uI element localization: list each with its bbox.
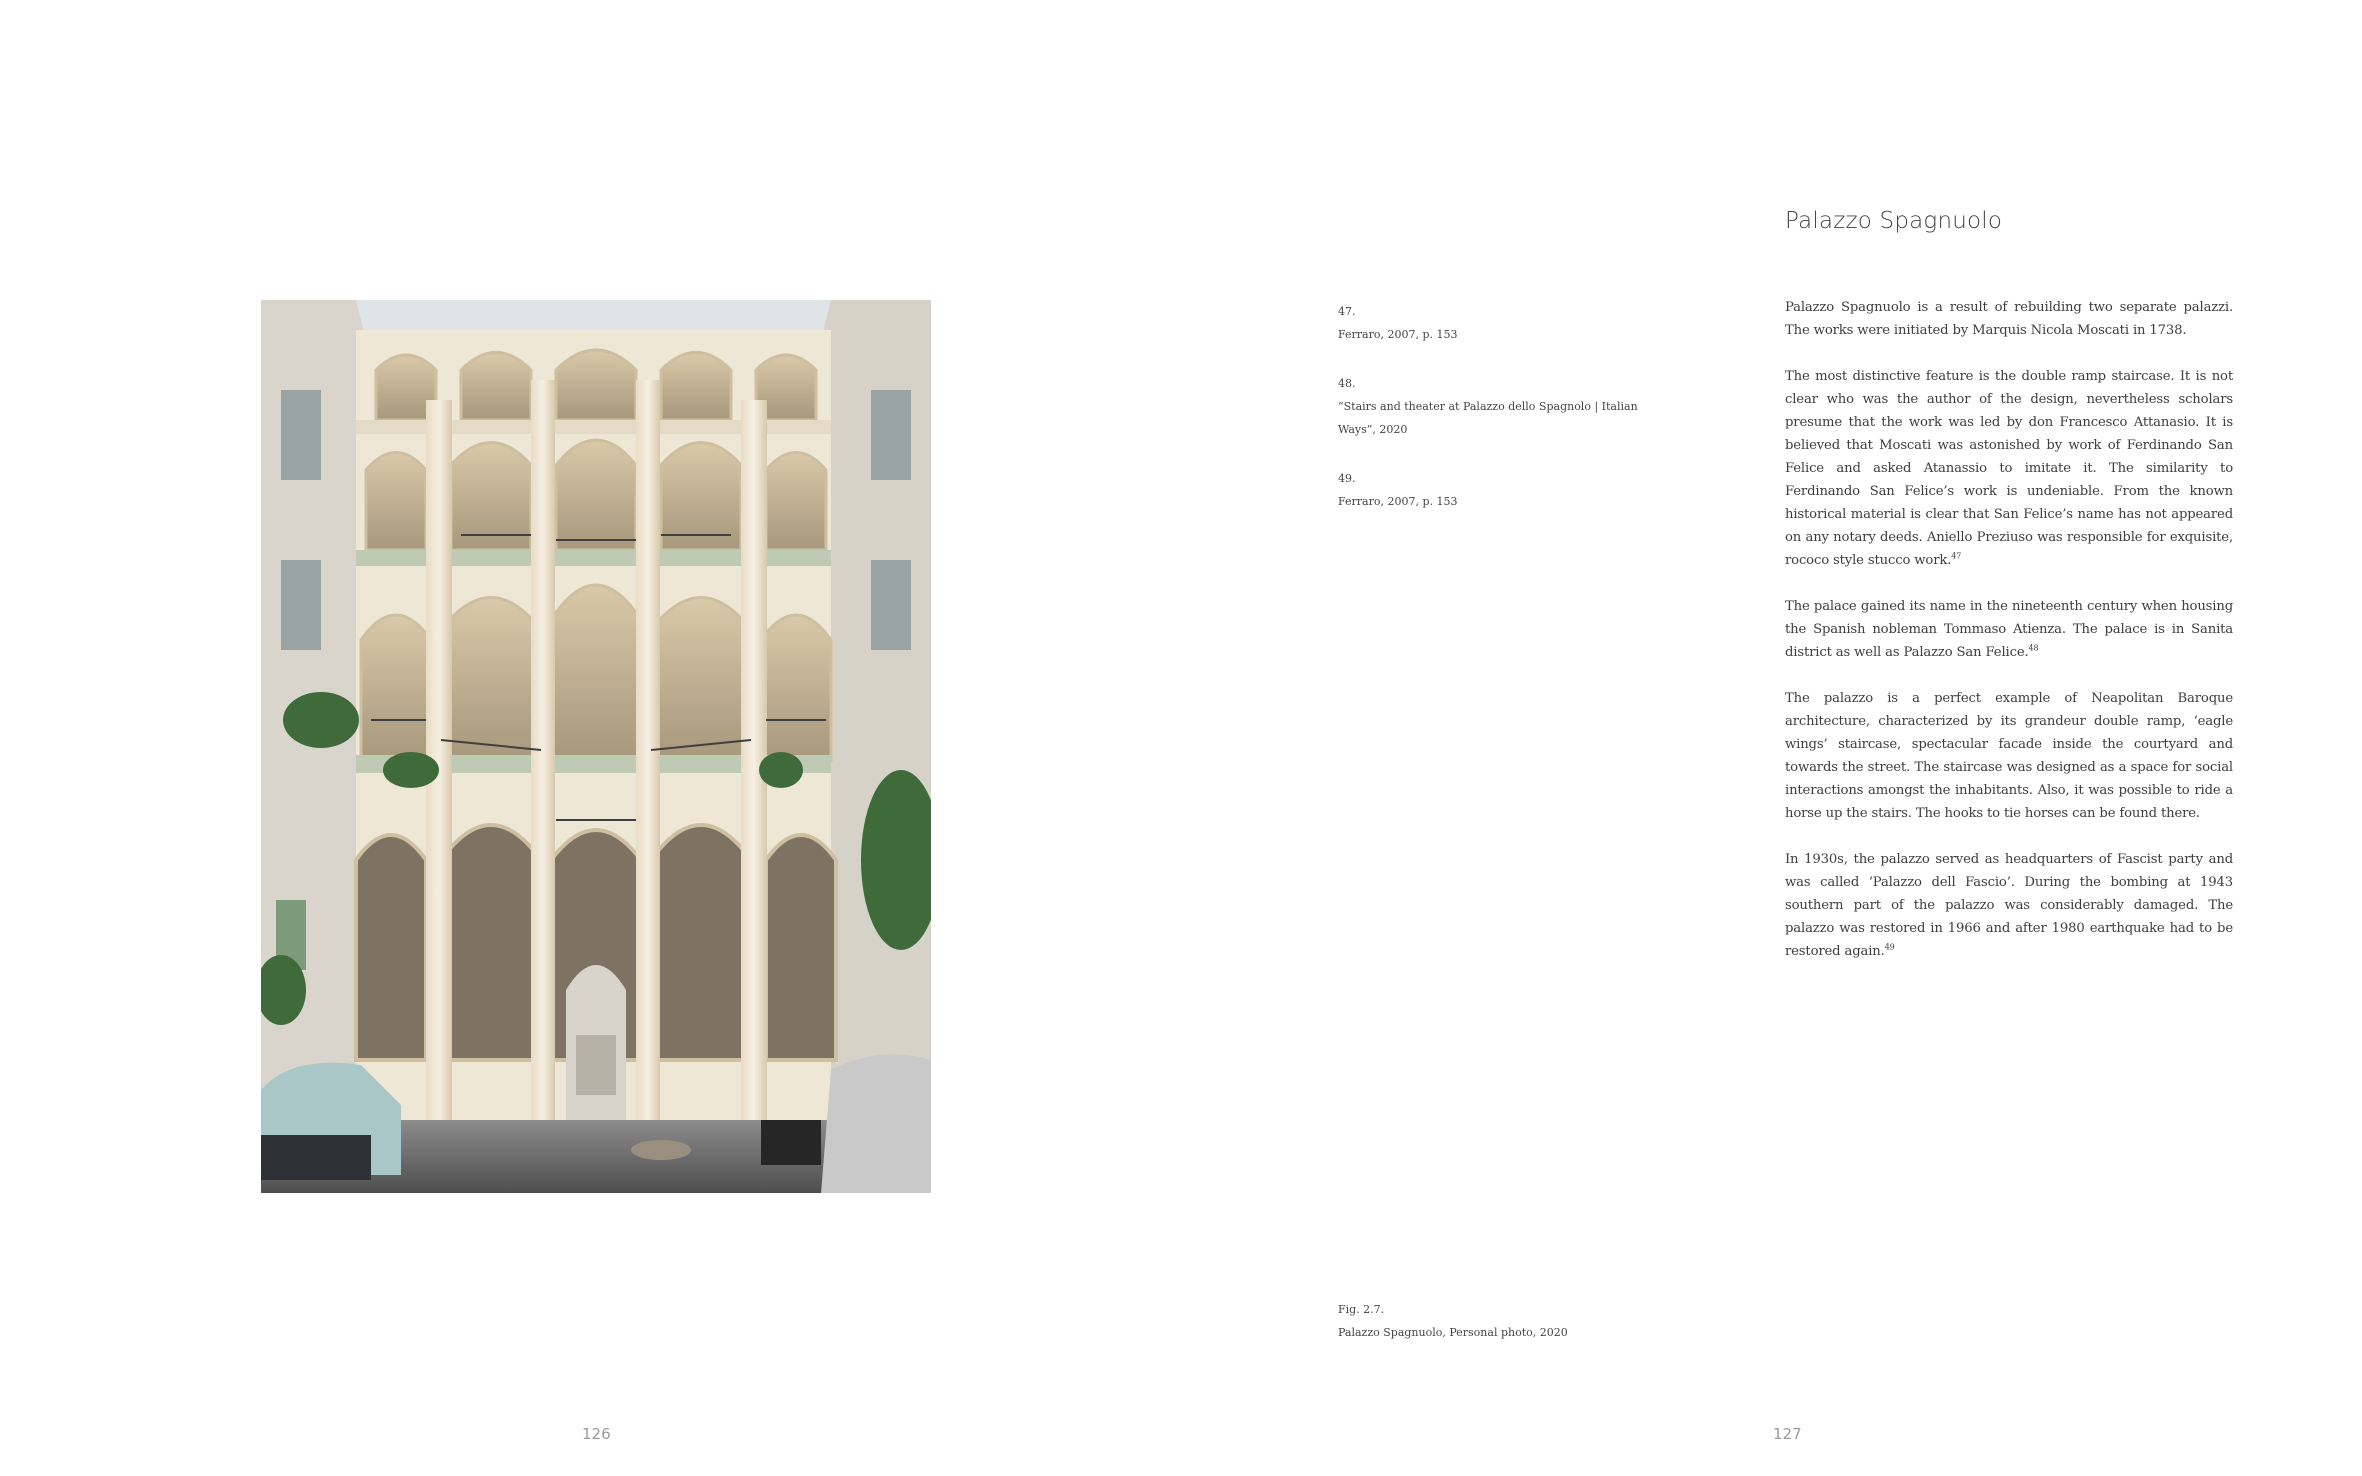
- footnote-ref: 49: [1884, 942, 1895, 952]
- footnote-text: Ferraro, 2007, p. 153: [1338, 328, 1458, 341]
- footnote-number: 47.: [1338, 305, 1356, 318]
- footnote-text: “Stairs and theater at Palazzo dello Spagnolo | Italian Ways”, 2020: [1338, 400, 1638, 436]
- figure-caption: [1338, 1298, 1568, 1344]
- body-text: [1785, 296, 2233, 986]
- page-number-right: 127: [1773, 1425, 1802, 1443]
- footnotes: [1338, 300, 1668, 539]
- paragraph: [1785, 848, 2233, 963]
- palazzo-photo: [261, 300, 931, 1193]
- footnote-number: 49.: [1338, 472, 1356, 485]
- figure-number: Fig. 2.7.: [1338, 1303, 1385, 1316]
- figure-caption-text: Palazzo Spagnuolo, Personal photo, 2020: [1338, 1326, 1568, 1339]
- footnote-49: [1338, 467, 1668, 513]
- paragraph: [1785, 365, 2233, 572]
- section-heading: Palazzo Spagnuolo: [1785, 208, 2003, 234]
- paragraph-text: The palace gained its name in the nineteenth century when housing the Spanish nobleman Tommaso Atienza. The palace is in Sanita district as well as Palazzo San Felice.: [1785, 599, 2233, 660]
- paragraph-text: The palazzo is a perfect example of Neapolitan Baroque architecture, characterized by its grandeur double ramp, ‘eagle wings’ staircase, spectacular facade inside the courtyard and towards the street. The staircase was designed as a space for social interactions amongst the inhabitants. Also, it was possible to ride a horse up the stairs. The hooks to tie horses can be found there.: [1785, 691, 2233, 821]
- footnote-ref: 47: [1951, 551, 1962, 561]
- page-number-left: 126: [582, 1425, 611, 1443]
- paragraph: [1785, 296, 2233, 342]
- footnote-text: Ferraro, 2007, p. 153: [1338, 495, 1458, 508]
- footnote-ref: 48: [2028, 643, 2039, 653]
- paragraph-text: In 1930s, the palazzo served as headquarters of Fascist party and was called ‘Palazzo dell Fascio’. During the bombing at 1943 southern part of the palazzo was considerably damaged. The palazzo was restored in 1966 and after 1980 earthquake had to be restored again.: [1785, 852, 2233, 959]
- paragraph: [1785, 595, 2233, 664]
- footnote-48: [1338, 372, 1668, 441]
- footnote-47: [1338, 300, 1668, 346]
- paragraph-text: Palazzo Spagnuolo is a result of rebuilding two separate palazzi. The works were initiated by Marquis Nicola Moscati in 1738.: [1785, 300, 2233, 338]
- paragraph-text: The most distinctive feature is the double ramp staircase. It is not clear who was the author of the design, nevertheless scholars presume that the work was led by don Francesco Attanasio. It is believed that Moscati was astonished by work of Ferdinando San Felice and asked Atanassio to imitate it. The similarity to Ferdinando San Felice’s work is undeniable. From the known historical material is clear that San Felice’s name has not appeared on any notary deeds. Aniello Preziuso was responsible for exquisite, rococo style stucco work.: [1785, 369, 2233, 568]
- footnote-number: 48.: [1338, 377, 1356, 390]
- palazzo-photo-illustration: [261, 300, 931, 1193]
- paragraph: [1785, 687, 2233, 825]
